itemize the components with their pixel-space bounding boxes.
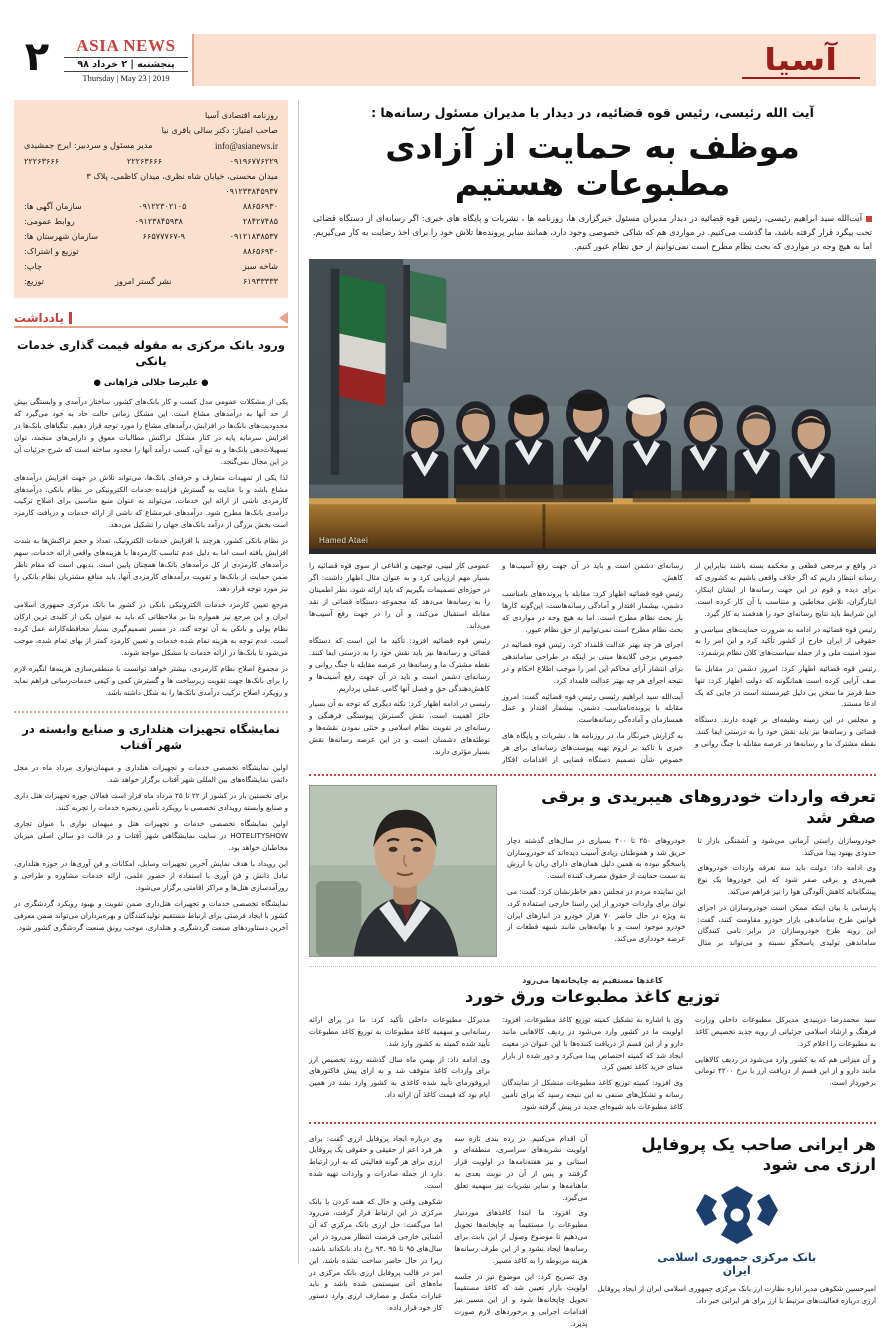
tariff-para: خودروسازان راستی آرمانی می‌شود و آشفتگی بازار تا حدودی بهبود پیدا می‌کند. [697, 835, 876, 857]
logo-wordmark: آسیا [764, 42, 838, 78]
colophon-ads-row [24, 199, 278, 214]
photo-credit: Hamed Ataei [319, 536, 369, 546]
profile-columns [309, 1133, 588, 1330]
lead-para: در واقع و مرجعی قطعی و محکمه بسته باشند بنابراین از رسانه انتظار داریم که اگر خلاف واقعی باشیم به کشوری که برای دیده و قوم در این جهت رسانه‌ها از ایشان اینکار، ایثارگران، تلاش مخاطبی و متناسب با آن کار کرده است. این شرایط باید نتایج رسانه‌ای خود را هدفمند به کار گیرد. [695, 561, 876, 618]
colophon-print-value: شاخه سبز [242, 260, 278, 271]
profile-text-side [598, 1133, 877, 1311]
paper-headline: توزیع کاغذ مطبوعات ورق خورد [464, 987, 721, 1007]
profile-para: وی تصریح کرد: این موضوع نیز در جلسه اولویت بازار تعیین شد که کاغذ مستقیماً تحویل چاپخانه‌ها شود و از این مسیر نیز اقدامات اجرایی و برخوردهای لازم صورت پذیرد. [454, 1271, 588, 1328]
date-persian: پنجشنبه | ۲ خرداد ۹۸ [64, 57, 188, 72]
section-divider [309, 1122, 876, 1124]
masthead-filler [194, 34, 726, 86]
tariff-columns [507, 835, 876, 949]
colophon-distribution-row [24, 244, 278, 259]
paper-columns [309, 1014, 876, 1113]
interview-photo [309, 785, 497, 957]
colophon-print-label: چاپ: [24, 260, 43, 271]
tariff-text-side [507, 785, 876, 949]
profile-lead-text [598, 1283, 877, 1307]
story-tariff [309, 785, 876, 957]
paper-para: مدیرکل مطبوعات داخلی تأکید کرد: ما در برای ارائه رسانه‌ایی و سهمیه کاغذ مطبوعات به توزیع کاغذ مطبوعات تأیید شده کمیته به کشور وارد شد. [309, 1015, 490, 1048]
lead-deck-text: آیت‌الله سید ابراهیم رئیسی، رئیس قوه قضائیه در دیدار مدیران مسئول خبرگزاری ها، روزنامه ها ، نشریات و پایگاه های خبری: اگر رسانه‌ای از دستگاه قضائی تحت پیگرد قرار گرفته باشد، ما گذشت می‌کنیم. در مواردی هم که شاکی خصوصی وجود دارد، همانند سایر پرونده‌ها تلاش خود را برای اخذ رضایت به کار می‌گیریم. اما به هیچ وجه در مواردی که بحث نظام مطرح است نمی‌توانیم از حق نظام عبور کنیم. [313, 213, 872, 251]
expo-para: نمایشگاه تخصصی خدمات و تجهیزات هتل‌داری ضمن تقویت و بهبود رویکرد گردشگری در کشور با ایجاد فرصتی برای ارتباط مستقیم تولیدکنندگان و بهره‌برداران می‌تواند ضمن معرفی آخرین دستاوردهای صنعت گردشگری و هتلداری، موجب رونق صنعت گردشگری کشور شود. [14, 898, 288, 932]
note-body [14, 396, 288, 699]
lead-kicker: آیت الله رئیسی، رئیس قوه قضائیه، در دیدار با مدیران مسئول رسانه‌ها : [371, 105, 814, 120]
colophon-editor-row [24, 138, 278, 154]
colophon-pr-num-2: ۲۸۴۲۷۴۸۵ [242, 215, 278, 226]
bank-name-label: بانک مرکزی جمهوری اسلامی ایران [657, 1250, 817, 1277]
central-bank-logo [654, 1182, 819, 1277]
expo-para: اولین نمایشگاه تخصصی خدمات و تجهیزات هتلداری و میهمان‌نوازی مرداد ماه در محل دائمی نمایشگاه‌های بین المللی شهر آفتاب برگزار خواهد شد. [14, 763, 288, 785]
tariff-para: این نماینده مردم در مجلس دهم خاطرنشان کرد: گفت: می توان برای واردات خودرو از این راستا خارجی استفاده کرد، به ویژه در حال حاضر ۷۰ هزار خودرو در انبارهای ایران خودرو موجود است و با بهانه‌هایی مانند شبهه قطعات از عرضه خودداری می‌کند. [507, 886, 686, 944]
section-divider [309, 966, 876, 967]
colophon-address: میدان محسنی، خیابان شاه نظری، میدان کاظمی، پلاک ۳ [86, 171, 278, 182]
colophon-phone-1: ۲۲۲۶۳۶۶۶ [24, 156, 60, 167]
colophon-phones-row [24, 154, 278, 169]
colophon-dist2-row [24, 274, 278, 289]
colophon-owner: صاحب امتیاز: دکتر سالی باقری نیا [161, 124, 278, 135]
colophon-dist-num: ۸۸۶۵۶۹۳۰ [242, 245, 278, 256]
colophon-pr-num-1: ۰۹۱۲۳۸۴۵۹۳۸ [134, 215, 183, 226]
profile-para: آن اقدام می‌کنیم. در رده بندی تازه سه اولویت نشریه‌های سراسری، منطقه‌ای و استانی و نیز هفته‌نامه‌ها در اولویت قرار گرفتند و پس از آن در نوبت بعدی به ماهنامه‌ها و سایر نشریات نیز سهمیه تعلق می‌گیرد. [454, 1133, 588, 1202]
expo-body [14, 762, 288, 933]
expo-headline: نمایشگاه تجهیزات هتلداری و صنایع وابسته در شهر آفتاب [22, 721, 280, 753]
note-para: در نظام بانکی کشور، هرچند با افزایش خدمات الکترونیک، تعداد و حجم تراکنش‌ها به شدت افزایش یافته است اما به دلیل عدم تناسب کارمزدها با هزینه‌های واقعی ارائه خدمات، سهم درآمدهای کارمزدی از کل درآمدهای بانک‌ها همچنان پایین است. بدیهی است که مقام ناظر ضمن حمایت از بانک‌ها و تقویت درآمدهای کارمزدی آنها، باید منافع مشتریان نظام بانکی را نیز مورد توجه قرار دهد. [14, 536, 288, 594]
lead-para: رئیس قوه قضائیه اظهار کرد: مقابله با پرونده‌های نامناسب دشمن، بیشمار اقتدار و آمادگی رسانه‌هاست، این‌گونه کارها بار بحث نظام مطرح است. اما به هیچ وجه در مواردی که بحث نظام مطرح است نمی‌توانیم از حق نظام عبور. [502, 589, 683, 634]
lead-para: رئیسی در ادامه اظهار کرد: نکته دیگری که توجه به آن بسیار حائز اهمیت است، نقش گسترش پیوستگی فرهنگی و رسانه‌ای در تقویت نظام اسلامی و خنثی نمودن نقشه‌ها و توطئه‌های دشمنان است و در این عرصه رسانه‌ها نقش بسیار مؤثری دارند. [309, 699, 490, 756]
colophon-box [14, 100, 288, 298]
lead-para: رئیس قوه قضائیه در ادامه به ضرورت حمایت‌های سیاسی و حقوقی از ایران خارج از کشور تأکید کرد و این امر را به سود امنیت ملی و از جمله سیاست‌های کلان نظام برشمرد. [695, 624, 876, 658]
lead-para: آیت‌الله سید ابراهیم رئیسی رئیس قوه قضائیه گفت: امروز مقابله با پرونده‌نامناسب دشمن، بیشمار اقتدار و عمل همسازمان و آماده‌گی رسانه‌هاست. [502, 691, 683, 725]
profile-para: وی افزود: ما ابتدا کاغذهای موردنیاز مطبوعات را مستقیماً به چاپخانه‌ها تحویل می‌دهیم تا موضوع وصول از این بابت برای رسانه‌ها ایجاد نشود و از این طرف رسانه‌ها هزینه مربوطه را به کاغذ مسیر. [454, 1208, 588, 1265]
note-para: یکی از مشکلات عمومی مدل کسب و کار بانک‌های کشور، ساختار درآمدی و وابستگی بیش از حد آنها به درآمدهای مشاع است. این مشکل زمانی حالت حاد به خود می‌گیرد که محدودیت‌های بانک‌ها در افزایش درآمدهای مشاع را مورد توجه قرار دهیم. تنگناهای بانک‌ها در افزایش سرمایه پایه در کنار مشکل تراکنش مطالبات معوق و دارایی‌های منجمد، توان تسهیلات‌دهی بانک‌ها و به تبع آن، کسب درآمد آنها را محدود ساخته است که شرح جزئیات آن در این مجال نمی‌گنجد. [14, 396, 288, 466]
expo-para: این رویداد با هدف نمایش آخرین تجهیزات وسایل، امکانات و فن آوری‌ها در حوزه هتلداری، تبادل دانش و فن آوری با استفاده از حضور علمی، ارائه خدمات مشاوره و طراحی و روزآمدسازی هتل‌ها و مراکز اقامتی برگزار می‌شود. [14, 858, 288, 892]
lead-para: رئیس قوه قضائیه اظهار کرد: امروز دشمن در مقابل ما صف آرایی کرده است همانگونه که دولت اظهار کرد: تنها خط قرمز ما سخن بی دلیل غیرمستند است در جایی که یک ادعا مستند. [695, 663, 876, 709]
note-byline: ● علیرضا جلالی فراهانی ● [93, 377, 209, 388]
tariff-headline: تعرفه واردات خودروهای هیبریدی و برقی صفر شد [541, 787, 876, 828]
story-paper [309, 976, 876, 1112]
profile-para: شکوهی وقتی و حال که همه کردن با بانک مرکزی در این ارتباط قرار گرفت، می‌رود اما می‌گفت: حل ارزی بانک مرکزی که آن آشنایی خارجی فرصت انتظار می‌رود در این سال‌های ۹۵ تا ۹۵ .۹۴ رخ داد بانکداند باشد، زیرا در حال حاضر ساخت نشده باشد، این امر در قالب پروفایل ارزی بانک مرکزی در ماه‌های آتی سیستمی شده باشد و باید عبارات مکمل و مصارف ارزی وارد دستور کار خود قرار داده. [309, 1196, 443, 1312]
colophon-editor: مدیر مسئول و سردبیر: ایرج جمشیدی [24, 139, 153, 150]
paper-para: سید محمدرضا درینیدی مدیرکل مطبوعات داخلی وزارت فرهنگ و ارشاد اسلامی جزئیاتی از رویه جدید تخصیص کاغذ به مطبوعات را اعلام کرد. [695, 1015, 876, 1048]
colophon-dist2-value: نشر گستر امروز [115, 275, 172, 286]
page-number: ۲ [14, 34, 60, 86]
profile-cols-side [309, 1133, 588, 1330]
brand-name-en: ASIA NEWS [76, 36, 176, 56]
page-body [14, 100, 876, 1328]
lead-para: اجرای هر چه بهتر عدالت قلمداد کرد. رئیس قوه قضائیه در خصوص برخی گلایه‌ها مبنی بر اینکه در طراحی ساماندهی برای انتشار آرای محاکم این امر را موجب اطلاع احکام و در نتیجه اجرای هر چه بهتر عدالت قلمداد کرد. [502, 640, 683, 685]
lead-body-columns [309, 560, 876, 765]
sidebar-column [14, 100, 298, 1264]
colophon-mobile-1: ۰۹۱۹۶۷۷۶۲۲۹ [229, 156, 278, 167]
date-english: Thursday | May 23 | 2019 [82, 72, 170, 83]
profile-para: وی درباره ایجاد پروفایل ارزی گفت: برای هر فرد اعم از حقیقی و حقوقی یک پروفایل ارزی برای هر گونه فعالیتی که به ارز ارتباط دارد از جمله صادرات و واردات تهیه شده است. [309, 1133, 443, 1190]
colophon-email[interactable]: info@asianews.ir [214, 140, 278, 151]
interview-photo-illustration [310, 786, 496, 956]
colophon-dist2-num: ۶۱۹۳۳۳۳۳ [242, 275, 278, 286]
colophon-ads-label: سازمان آگهی ها: [24, 200, 82, 211]
newspaper-logo [726, 34, 876, 86]
arrow-left-icon [279, 312, 288, 324]
lead-para: و مجلس در این زمینه وظیفه‌ای بر عهده دارند. دستگاه قضائی و رسانه‌ها نیز باید نقش خود را به درستی ایفا کنند. نقطه مشترک ما و رسانه‌ها در عرصه مقابله با جنگ روانی و رسانه‌ای دشمن است و باید در آن جهت رفع آسیب‌ها و کاهش. [502, 561, 876, 748]
colophon-ads-num-1: ۰۹۱۲۲۳۰۲۱۰۵ [138, 200, 187, 211]
masthead-brand-block [60, 34, 194, 86]
note-para: لذا یکی از تمهیدات متعارف و حرفه‌ای بانک‌ها، می‌تواند تلاش در جهت افزایش درآمدهای مشاع باشد و با عنایت به گسترش فزاینده خدمات الکترونیکی در نظام بانکی، درآمدهای کارمزدی ناشی از ارائه این خدمات، می‌تواند به عنوان منبع مناسبی برای اصلاح ترکیب درآمدی بانک‌ها مطرح شود. درآمدهای غیرمشاع که ناشی از ارائه خدمات و دریافت کارمزد است بخش بزرگی از درآمد بانک‌های جهان را تشکیل می‌دهد. [14, 472, 288, 530]
lead-deck [309, 212, 876, 259]
section-divider [309, 774, 876, 776]
tariff-para: پارسایی با بیان اینکه ممکن است خودروسازان در اجرای قوانین طرح ساماندهی بازار خودرو مقاومت کنند، گفت: این رویه طرح خودروسازان در برابر نامی کنندگان ساماندهی تولیدی پاسخگو نسبته و می‌تواند بر مثال خودروهای ۲۵۰ تا ۴۰۰ بسیاری در سال‌های گذشته دچار حریق شد و هموطنان زیادی آسیب دیده‌اند که خودروسازان پاسخگو نبوده به همین دلیل همان‌های دارای زیان با ارزش به سمت حمایت از حقوق مصرف کننده است. [507, 835, 876, 948]
colophon-paper-name: روزنامه اقتصادی آسیا [204, 110, 278, 120]
profile-headline: هر ایرانی صاحب یک پروفایل ارزی می شود [641, 1134, 876, 1175]
note-section-header [14, 312, 288, 328]
profile-para: امیرحسین شکوهی مدیر اداره نظارت ارز بانک مرکزی جمهوری اسلامی ایران از ایجاد پروفایل ارزی درباره فعالیت‌های مرتبط با ارز برای هر ایرانی خبر داد. [597, 1283, 876, 1305]
note-headline: ورود بانک مرکزی به مقوله قیمت گذاری خدمات بانکی [17, 337, 285, 369]
paper-para: وی افزود: کمیته توزیع کاغذ مطبوعات متشکل از نمایندگان رسانه و تشکل‌های صنفی به این نتیجه رسید که برای تأمین کاغذ مطبوعات باید شیوه‌ای جدید در پیش گرفته شود. [502, 1078, 683, 1111]
colophon-phone-2: ۲۲۲۶۳۶۶۶ [126, 156, 162, 167]
colophon-print-row [24, 259, 278, 274]
lead-para: به گزارش خبرنگار ما، در روزنامه ها ، نشریات و پایگاه های خبری با تاکید بر لزوم تهیه پیوست‌های رسانه‌ای برای هر خصوص شأن تصمیم دستگاه قضایی از اقدامات افکار عمومی کار لبیبی، توجیهی و اقناعی از سوی قوه قضائیه را بسیار مهم ارزیابی کرد و به عنوان مثال اظهار داشت: اگر در حوزه‌ای تصمیمات بگیریم که باید ارائه شود، نظر اطمینان را به رسانه‌ها می‌دهد که مجموعه دستگاه قضائی از نقد مقابله استقبال می‌کند، و آن را در جهت رفع آسیب‌ها می‌داند. [309, 561, 683, 764]
paper-para: وی ادامه داد: از بهمن ماه سال گذشته روند تخصیص ارز برای واردات کاغذ متوقف شد و به ازای پیش فاکتورهای اپروفورمای تأیید شده کاغذی به کشور وارد نشد در همین ایام بود که قیمت کاغذ آن ارائه داد. [309, 1054, 490, 1099]
note-section-label: یادداشت [14, 312, 72, 324]
colophon-pr-label: روابط عمومی: [24, 215, 75, 226]
colophon-dist-label: توزیع و اشتراک: [24, 245, 79, 256]
paper-kicker: کاغذها مستقیم به چاپخانه‌ها می‌رود [522, 976, 663, 986]
note-para: در مجموع اصلاح نظام کارمزدی، بیشتر خواهد توانست با منطقی‌سازی هزینه‌ها انگیزه لازم را برای بانک‌ها جهت تقویت زیرساخت ها و گسترش کمی و کیفی خدمات‌رسانی فراهم نماید و رویکرد اصلاح ترکیب درآمدی بانک‌ها را به شکل داشته باشد. [14, 663, 288, 697]
colophon-pr-row [24, 214, 278, 229]
colophon-cities-num-1: ۶۶۵۷۷۷۶۷-۹ [142, 230, 186, 241]
lead-photo-illustration [309, 259, 876, 548]
paper-para: وی با اشاره به تشکیل کمیته توزیع کاغذ مطبوعات، افزود: اولویت ما در کشور وارد می‌شود در ردیف کالاهایی مانند دارو و از این قسم از دریافت کننده‌ها با این عنوان در معیت ایجاد شد که کمیته اختصاص پیدا می‌کرد و دور شده از بازار مبنای خرید کاغذ تعیین کرد. [502, 1015, 683, 1072]
colophon-mobile-2: ۰۹۱۲۳۳۸۴۵۹۳۷ [225, 186, 278, 197]
lead-para: رئیس قوه قضائیه افزود: تأکید ما این است که دستگاه قضائی و رسانه‌ها نیز باید نقش خود را به درستی ایفا کنند. نقطه مشترک ما و رسانه‌ها در عرصه مقابله با جنگ روانی و رسانه‌ای دشمن است و باید در آن جهت رفع آسیب‌ها و کاهش‌دهندگی حق و فصل آنها گامی عملی برداریم. [309, 636, 490, 693]
colophon-dist2-label: توزیع: [24, 275, 44, 286]
expo-para: برای نخستین بار در کشور از ۲۲ تا ۲۵ مرداد ماه قرار است فعالان حوزه تجهیزات هتل داری و صنایع وابسته رویدادی تخصصی با رویکرد تأمین زنجیره خدمات را تجربه کنند. [14, 790, 288, 812]
profile-row [309, 1133, 876, 1330]
page-masthead [14, 34, 876, 86]
tariff-row [309, 785, 876, 957]
tariff-para: وی ادامه داد: دولت باید سه تعرفه واردات خودروهای هیبریدی و برقی صفر شود که این خودروها یک نوع پیشگامانه کاهش آلودگی هوا را نیز فراهم می‌کند. [697, 863, 876, 896]
colophon-ads-num-2: ۸۸۶۵۶۹۳۰ [242, 200, 278, 211]
main-column [298, 100, 876, 1328]
note-para: مرجع تعیین کارمزد خدمات الکترونیکی بانکی در کشور ما بانک مرکزی جمهوری اسلامی ایران و این مرجع نیز همواره بنا بر ملاحظاتی که باید به عنوان یکی از کلیدی ترین ارکان نظام پولی و بانکی به آن توجه کند، در مسیر تصمیم‌گیری بسیار محافظه‌کارانه عمل کرده است. عدم توجه به هزینه تمام شده خدمات و تعیین کارمزد کمتر از بهای تمام شده، موجب می‌شود تا بانک‌ها در ارائه خدمات با مشکل مواجه شوند. [14, 600, 288, 657]
bank-emblem-icon [692, 1182, 782, 1248]
colophon-cities-num-2: ۰۹۱۲۱۸۳۸۵۳۷ [229, 230, 278, 241]
paper-para: و آن میزانی هم که به کشور وارد می‌شود در ردیف کالاهایی مانند دارو و از این قسم از دریافت ارز با نرخ ۴۲۰۰ تومانی برخوردار است. [695, 1054, 876, 1088]
lead-headline: موظف به حمایت از آزادی مطبوعات هستیم [385, 126, 800, 204]
logo-underline [742, 77, 860, 79]
bullet-square-icon [866, 216, 872, 222]
sidebar-divider [14, 711, 288, 713]
story-fx-profile [309, 1133, 876, 1330]
colophon-cities-label: سازمان شهرستان ها: [24, 230, 98, 241]
colophon-cities-row [24, 229, 278, 244]
expo-para: اولین نمایشگاه تخصصی خدمات و تجهیزات هتل و میهمان نوازی با عنوان تجاری HOTELITYSHOW در سایت نمایشگاهی شهر آفتاب و در قالب دو سالن اصلی میزبان مخاطبان خواهد بود. [14, 818, 288, 852]
lead-photo [309, 259, 876, 554]
